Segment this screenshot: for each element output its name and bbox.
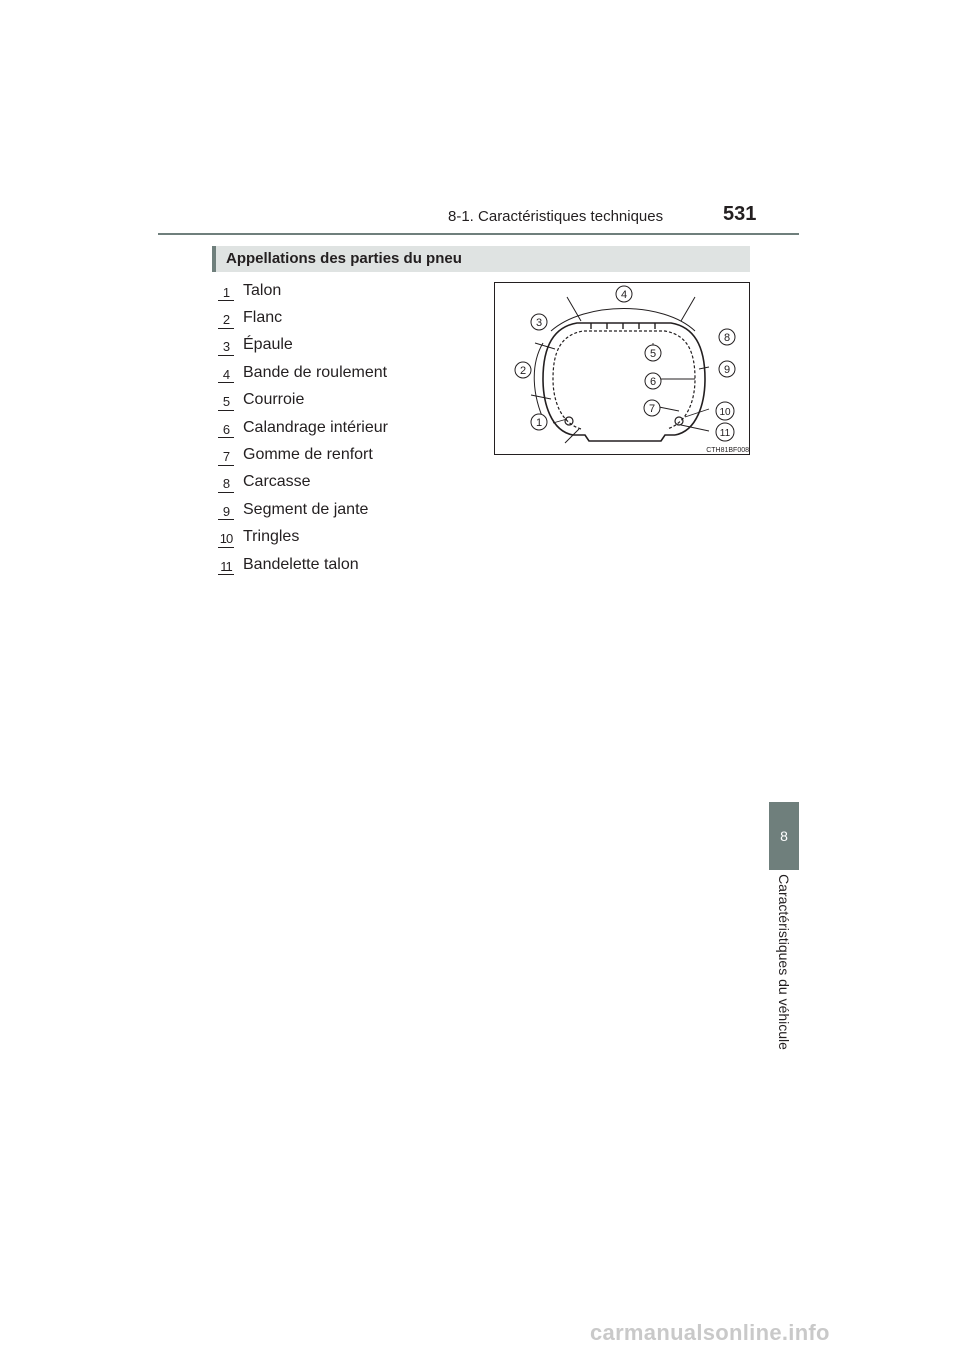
rim-line [573,435,675,441]
item-number: 8 [218,476,234,493]
tire-cross-section-figure [494,282,750,455]
list-item [218,496,369,523]
section-heading-bar [212,246,750,272]
callout-label: 3 [535,317,543,329]
header-divider [158,233,799,235]
item-number: 1 [218,284,234,301]
item-number: 10 [219,531,233,547]
item-number: 7 [218,449,234,466]
list-item [218,304,283,331]
item-label: Carcasse [243,473,311,491]
page-number: 531 [723,203,757,225]
item-label: Talon [243,281,282,299]
callout-label: 8 [723,332,731,344]
item-label: Calandrage intérieur [243,418,388,436]
tire-diagram [495,283,751,456]
item-label: Courroie [243,391,305,409]
callout-label: 4 [620,289,628,301]
item-label: Bande de roulement [243,363,388,381]
item-label: Flanc [243,309,283,327]
callout-label: 1 [535,417,543,429]
figure-code: CTH81BF008 [706,447,749,454]
running-header-title: 8-1. Caractéristiques techniques [448,208,664,225]
chapter-title-vertical: Caractéristiques du véhicule [776,874,792,1050]
chapter-number: 8 [780,828,788,844]
item-number: 11 [218,558,234,575]
item-number: 2 [218,312,234,329]
list-item [218,441,373,468]
bead-right [675,417,683,425]
item-label: Gomme de renfort [243,446,373,464]
leader-lines [553,343,709,431]
item-number: 3 [218,339,234,356]
chapter-tab [769,802,799,870]
list-item [218,524,300,551]
item-number: 6 [218,421,234,438]
list-item [218,277,282,304]
section-heading: Appellations des parties du pneu [226,250,462,267]
list-item [218,332,293,359]
list-item [218,387,305,414]
tread-grooves [591,323,655,329]
item-label: Tringles [243,528,300,546]
item-label: Épaule [243,336,293,354]
callout-label: 6 [649,376,657,388]
item-label: Bandelette talon [243,555,359,573]
list-item [218,469,311,496]
section-heading-accent [212,246,216,272]
callout-label: 7 [648,403,656,415]
tire-inner-profile [553,331,695,429]
callout-label: 9 [723,364,731,376]
item-number: 4 [218,366,234,383]
callout-label: 2 [519,365,527,377]
list-item [218,551,359,578]
bead-left [565,417,573,425]
item-number: 5 [218,394,234,411]
callout-label: 11 [719,428,731,439]
parts-list [218,277,388,578]
list-item [218,359,388,386]
item-label: Segment de jante [243,500,369,518]
divider-ticks [531,297,695,443]
list-item [218,414,388,441]
callout-label: 10 [719,407,731,418]
callout-label: 5 [649,348,657,360]
item-number: 9 [218,503,234,520]
watermark: carmanualsonline.info [590,1320,830,1345]
